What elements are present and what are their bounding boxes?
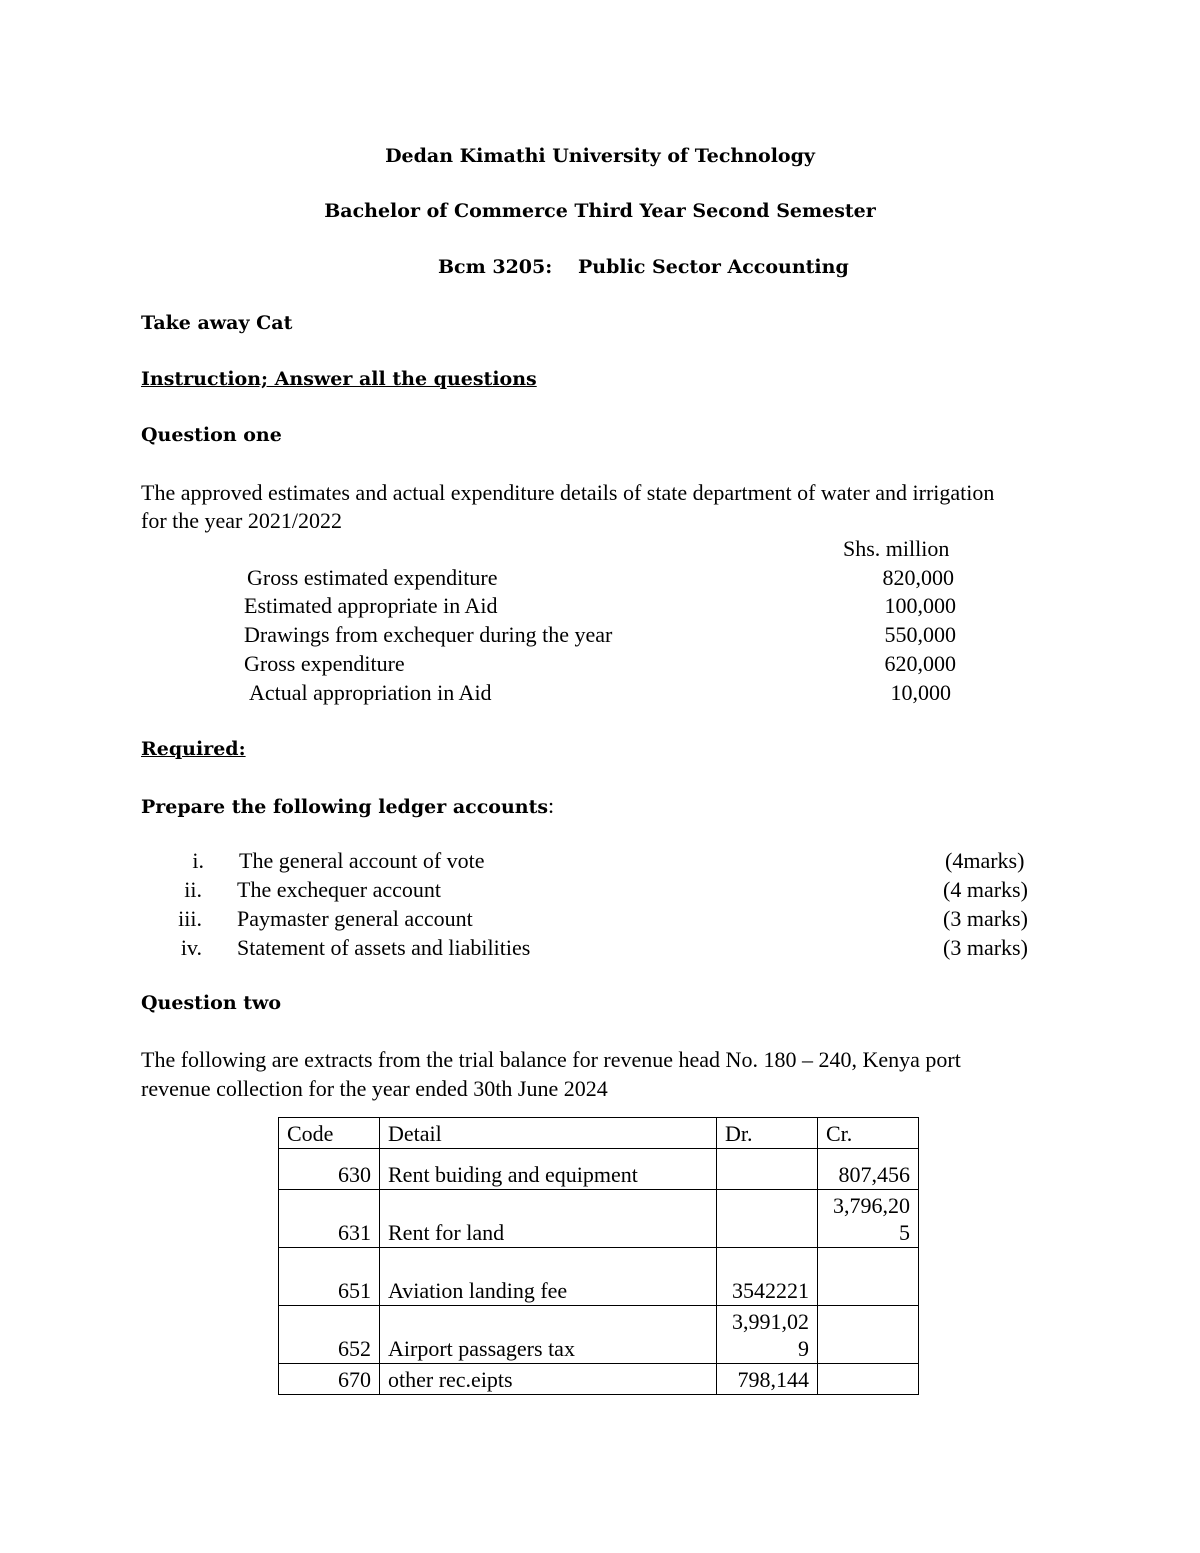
table-row [279,1364,919,1395]
task-text: Statement of assets and liabilities [237,935,531,960]
column-header-cr: Cr. [818,1118,919,1149]
cell-code: 652 [279,1306,380,1364]
question-one-text-line2: for the year 2021/2022 [141,508,342,533]
question-two-text-line1: The following are extracts from the trial balance for revenue head No. 180 – 240, Kenya port [141,1047,961,1072]
task-number: ii. [184,877,202,902]
item-label: Actual appropriation in Aid [249,680,492,705]
cell-dr: 3,991,029 [717,1306,818,1364]
item-label: Gross estimated expenditure [247,565,498,590]
instruction: Instruction; Answer all the questions [141,368,537,390]
task-marks: (3 marks) [943,935,1028,960]
cell-detail: Aviation landing fee [380,1248,717,1306]
table-row [279,1190,919,1248]
university-title: Dedan Kimathi University of Technology [385,145,815,167]
item-label: Estimated appropriate in Aid [244,593,498,618]
cell-dr: 3542221 [717,1248,818,1306]
cell-dr [717,1149,818,1190]
required-label: Required: [141,738,246,760]
course-title: Public Sector Accounting [578,256,849,278]
cell-code: 670 [279,1364,380,1395]
item-value: 10,000 [890,680,951,705]
trial-balance-table [278,1117,919,1395]
task-text: The exchequer account [237,877,441,902]
column-header-dr: Dr. [717,1118,818,1149]
task-marks: (3 marks) [943,906,1028,931]
item-value: 620,000 [884,651,956,676]
item-label: Gross expenditure [244,651,405,676]
course-code: Bcm 3205: [438,256,553,278]
cell-dr [717,1190,818,1248]
question-two-text-line2: revenue collection for the year ended 30th June 2024 [141,1076,608,1101]
task-number: iv. [180,935,202,960]
cell-detail: Airport passagers tax [380,1306,717,1364]
cell-code: 630 [279,1149,380,1190]
item-value: 550,000 [884,622,956,647]
prepare-instruction [141,795,554,817]
item-value: 100,000 [884,593,956,618]
column-header-code: Code [279,1118,380,1149]
cat-title: Take away Cat [141,312,293,334]
table-row [279,1306,919,1364]
question-two-title: Question two [141,992,282,1014]
task-text: Paymaster general account [237,906,473,931]
table-row [279,1149,919,1190]
prepare-colon: : [548,793,555,818]
cell-cr: 3,796,205 [818,1190,919,1248]
cell-detail: other rec.eipts [380,1364,717,1395]
programme-title: Bachelor of Commerce Third Year Second Semester [324,200,876,222]
unit-header: Shs. million [843,536,950,561]
cell-detail: Rent buiding and equipment [380,1149,717,1190]
question-one-title: Question one [141,424,282,446]
table-header-row [279,1118,919,1149]
cell-code: 651 [279,1248,380,1306]
item-value: 820,000 [882,565,954,590]
prepare-label: Prepare the following ledger accounts [141,796,549,818]
cell-detail: Rent for land [380,1190,717,1248]
cell-cr [818,1306,919,1364]
question-one-text-line1: The approved estimates and actual expenditure details of state department of water and irrigation [141,480,995,505]
task-marks: (4 marks) [943,877,1028,902]
task-marks: (4marks) [945,848,1025,873]
cell-cr: 807,456 [818,1149,919,1190]
table-row [279,1248,919,1306]
task-number: iii. [178,906,202,931]
column-header-detail: Detail [380,1118,717,1149]
cell-code: 631 [279,1190,380,1248]
item-label: Drawings from exchequer during the year [244,622,613,647]
cell-cr [818,1248,919,1306]
cell-cr [818,1364,919,1395]
task-text: The general account of vote [239,848,485,873]
task-number: i. [192,848,204,873]
cell-dr: 798,144 [717,1364,818,1395]
